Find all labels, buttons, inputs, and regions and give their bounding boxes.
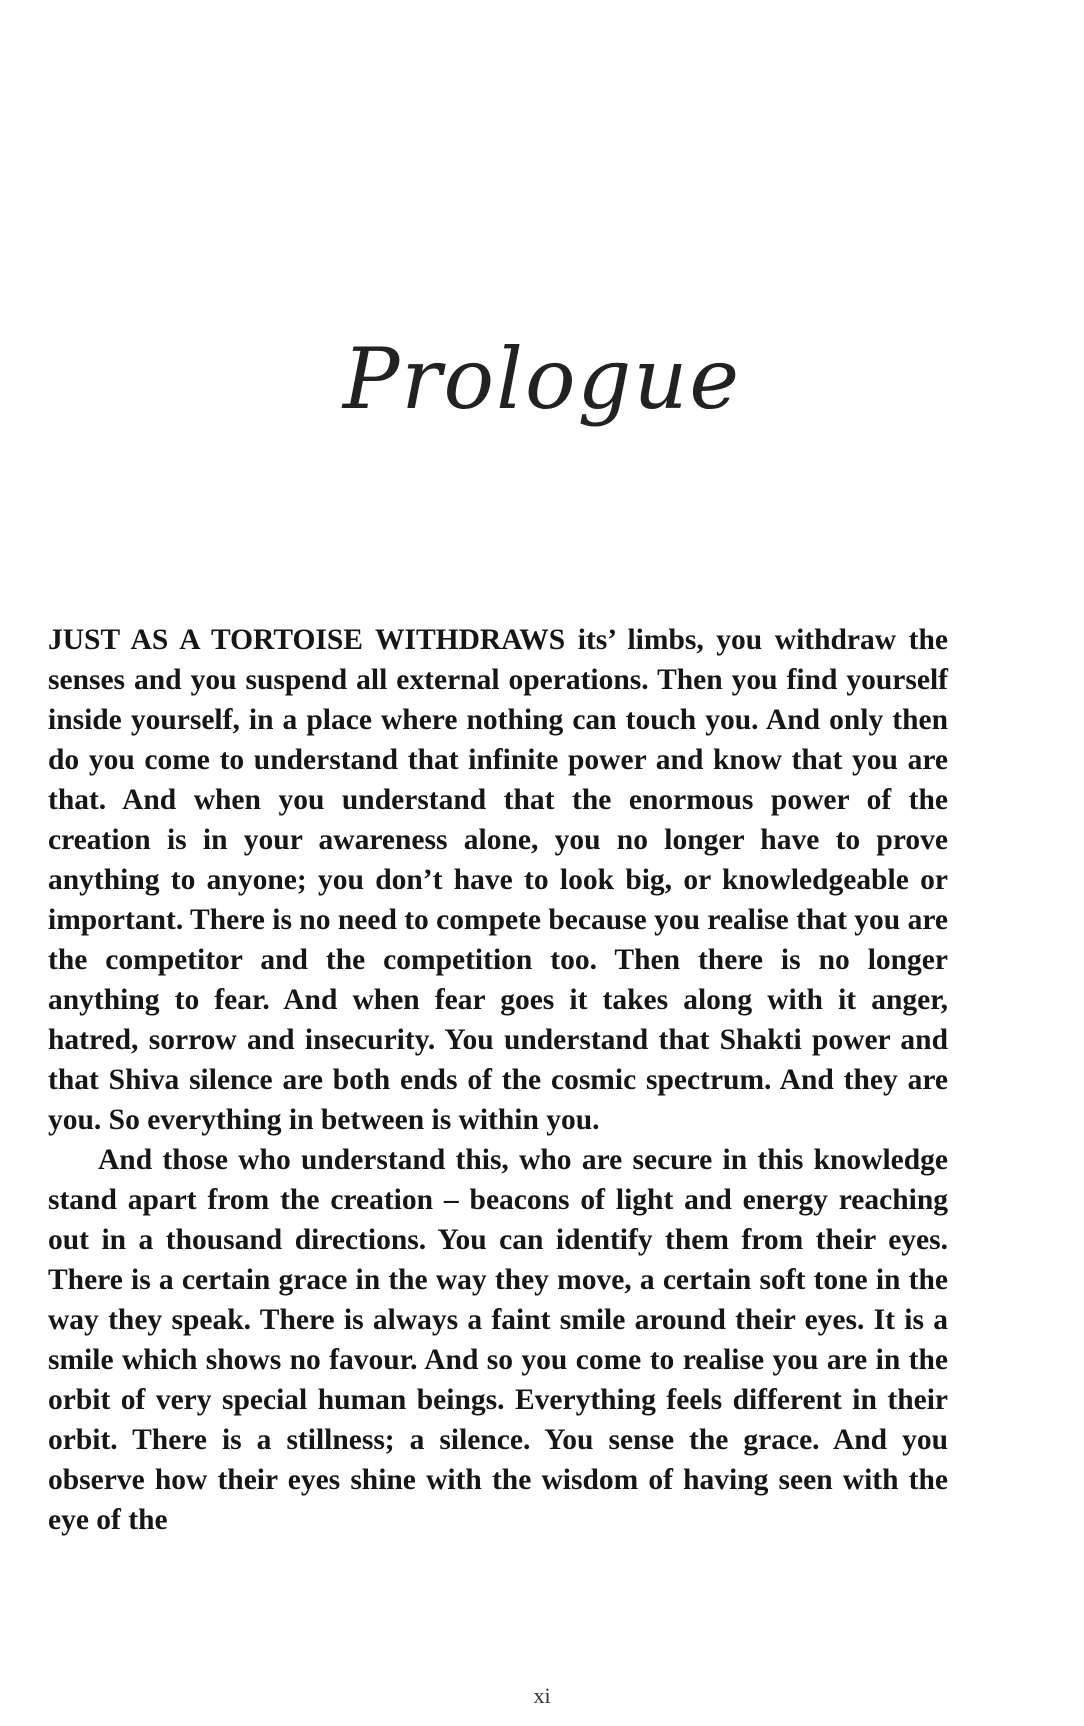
- paragraph-1: [48, 620, 948, 1140]
- chapter-title: Prologue: [342, 330, 742, 428]
- paragraph-2: And those who understand this, who are secure in this knowledge stand apart from the creation – beacons of light and energy reaching out in a thousand directions. You can identify them from their eyes. There is a certain grace in the way they move, a certain soft tone in the way they speak. There is always a faint smile around their eyes. It is a smile which shows no favour. And so you come to realise you are in the orbit of very special human beings. Everything feels different in their orbit. There is a stillness; a silence. You sense the grace. And you observe how their eyes shine with the wisdom of having seen with the eye of the: [48, 1144, 948, 1536]
- paragraph-1-text: its’ limbs, you withdraw the senses and you suspend all external operations. Then you find yourself inside yourself, in a place where nothing can touch you. And only then do you come to understand that infinite power and know that you are that. And when you understand that the enormous power of the creation is in your awareness alone, you no longer have to prove anything to anyone; you don’t have to look big, or knowledgeable or important. There is no need to compete because you realise that you are the competitor and the competition too. Then there is no longer anything to fear. And when fear goes it takes along with it anger, hatred, sorrow and insecurity. You understand that Shakti power and that Shiva silence are both ends of the cosmic spectrum. And they are you. So everything in between is within you.: [48, 624, 948, 1136]
- body-text: [48, 620, 948, 1540]
- page-number: xi: [533, 1683, 551, 1708]
- paragraph-1-lead: JUST AS A TORTOISE WITHDRAWS: [48, 624, 566, 656]
